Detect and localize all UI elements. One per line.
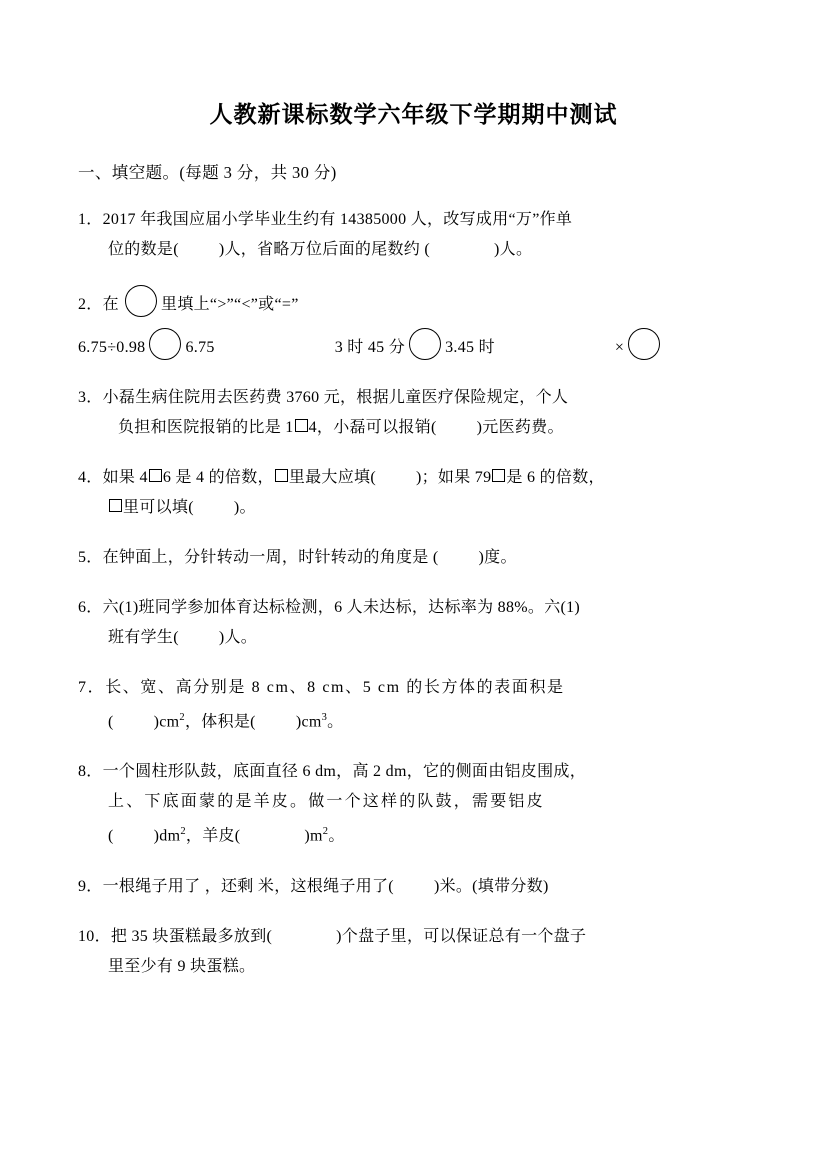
circle-icon[interactable]	[628, 328, 660, 360]
question-7-l2c: ，体积是(	[184, 713, 256, 731]
question-7-exp-2: 3	[321, 712, 328, 723]
question-7-l2d: )cm	[295, 713, 322, 731]
question-10-line-2: )个盘子里，可以保证总有一个盘子	[336, 927, 587, 945]
question-5-line-2: )度。	[478, 549, 517, 566]
question-6-line-3: )人。	[218, 629, 258, 646]
question-3-line-2: 负担和医院报销的比是 1	[118, 419, 294, 436]
question-4-l1d: )；如果 79	[415, 469, 492, 486]
question-4-number: 4．	[78, 469, 103, 486]
question-9-line-2: )米。(填带分数)	[433, 877, 549, 895]
question-9-line-1: 一根绳子用了 ，还剩 米，这根绳子用了(	[102, 877, 394, 895]
question-6	[78, 593, 749, 653]
question-10	[78, 922, 749, 982]
question-1-line-1: 2017 年我国应届小学毕业生约有 14385000 人，改写成用“万”作单	[102, 211, 573, 228]
question-8-l3c: ，羊皮(	[185, 827, 241, 845]
question-9	[78, 872, 749, 902]
question-7-exp-1: 2	[179, 712, 185, 723]
question-4-l1e: 是 6 的倍数，	[506, 469, 605, 486]
square-box-icon[interactable]	[275, 469, 288, 482]
circle-icon[interactable]	[125, 285, 157, 317]
question-3-line-1: 小磊生病住院用去医药费 3760 元，根据儿童医疗保险规定，个人	[102, 389, 569, 406]
question-2-number: 2．	[78, 296, 103, 313]
question-5-line-1: 在钟面上，分针转动一周，时针转动的角度是 (	[102, 549, 439, 566]
question-2-line-1b: 里填上“>”“<”或“=”	[161, 296, 299, 313]
question-1-line-4: )人。	[494, 241, 533, 258]
question-2	[78, 285, 749, 363]
question-10-number: 10．	[78, 927, 111, 945]
question-5-number: 5．	[78, 549, 103, 566]
question-8-l3e: 。	[328, 827, 345, 845]
question-7-line-1: 长、宽、高分别是 8 cm、8 cm、5 cm 的长方体的表面积是	[105, 679, 565, 696]
question-7-l2e: 。	[327, 713, 344, 731]
question-3	[78, 383, 749, 443]
question-1	[78, 205, 749, 265]
square-box-icon[interactable]	[492, 469, 505, 482]
question-8-l3b: )dm	[153, 827, 181, 845]
question-5	[78, 543, 749, 573]
question-6-line-1: 六(1)班同学参加体育达标检测，6 人未达标，达标率为 88%。六(1)	[102, 599, 581, 616]
square-box-icon[interactable]	[295, 419, 308, 432]
question-3-number: 3．	[78, 389, 103, 406]
question-7-l2b: )cm	[153, 713, 180, 731]
question-1-number: 1．	[78, 211, 103, 228]
question-8-number: 8．	[78, 763, 103, 781]
question-8-l3a: (	[108, 827, 114, 845]
circle-icon[interactable]	[149, 328, 181, 360]
question-8-exp-2: 2	[322, 826, 329, 838]
question-4-l2a: 里可以填(	[123, 499, 194, 516]
question-4-l1b: 6 是 4 的倍数，	[162, 469, 274, 486]
circle-icon[interactable]	[409, 328, 441, 360]
question-8	[78, 757, 749, 851]
question-4-l1a: 如果 4	[102, 469, 148, 486]
question-9-number: 9．	[78, 877, 103, 895]
question-7	[78, 673, 749, 737]
question-8-l3d: )m	[304, 827, 323, 845]
question-2-line-1a: 在	[102, 296, 122, 313]
question-3-line-4: )元医药费。	[476, 419, 564, 436]
question-6-number: 6．	[78, 599, 103, 616]
question-8-line-1: 一个圆柱形队鼓，底面直径 6 dm，高 2 dm，它的侧面由铝皮围成，	[102, 763, 587, 781]
square-box-icon[interactable]	[109, 499, 122, 512]
square-box-icon[interactable]	[149, 469, 162, 482]
question-4-l1c: 里最大应填(	[288, 469, 376, 486]
page-title: 人教新课标数学六年级下学期期中测试	[209, 102, 618, 127]
question-8-line-2: 上、下底面蒙的是羊皮。做一个这样的队鼓，需要铝皮	[108, 793, 545, 811]
question-10-line-3: 里至少有 9 块蛋糕。	[108, 957, 256, 975]
question-3-line-3: 4，小磊可以报销(	[308, 419, 437, 436]
question-8-exp-1: 2	[180, 826, 186, 838]
question-7-l2a: (	[108, 713, 114, 731]
question-1-line-3: )人，省略万位后面的尾数约 (	[218, 241, 431, 258]
question-2-expr-1-left: 6.75÷0.98	[78, 339, 146, 356]
question-2-expr-1-right: 6.75	[185, 339, 215, 356]
question-4	[78, 463, 749, 523]
question-6-line-2: 班有学生(	[108, 629, 179, 646]
question-2-expr-2-left: 3 时 45 分	[334, 339, 406, 356]
question-2-expr-3-left: ×	[614, 339, 625, 356]
section-heading-fill-in-blanks: 一、填空题。(每题 3 分，共 30 分)	[78, 163, 337, 182]
question-1-line-2: 位的数是(	[108, 241, 179, 258]
question-10-line-1: 把 35 块蛋糕最多放到(	[110, 927, 273, 945]
question-7-number: 7．	[78, 679, 106, 696]
question-4-l2b: )。	[233, 499, 256, 516]
question-2-expr-2-right: 3.45 时	[445, 339, 495, 356]
